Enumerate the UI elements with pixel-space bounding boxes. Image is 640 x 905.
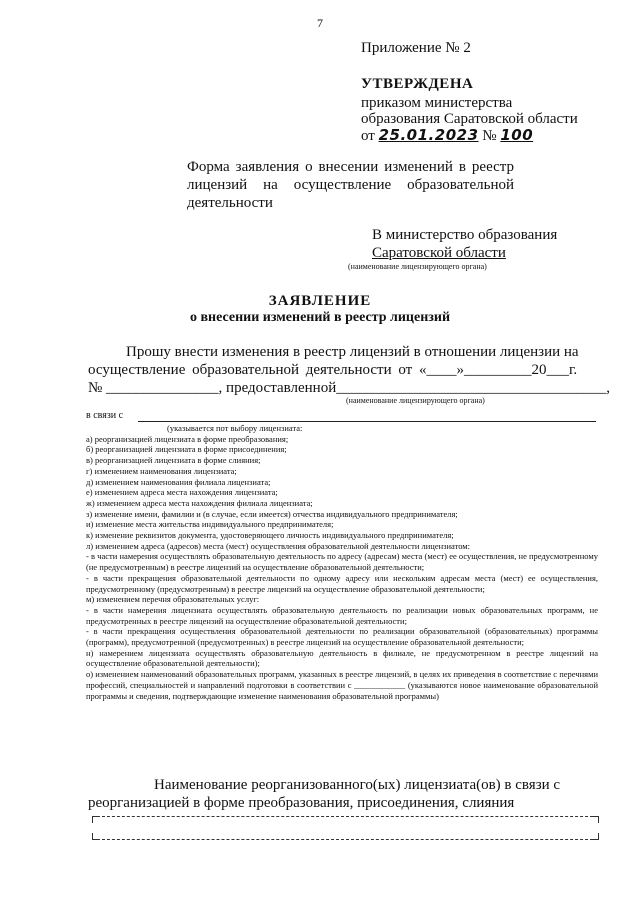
ministry-block bbox=[372, 226, 557, 262]
reason-underline bbox=[138, 421, 596, 422]
form-title: Форма заявления о внесении изменений в реестр лицензий на осуществление образовательной деятельности bbox=[187, 159, 514, 211]
reason-item: б) реорганизацией лицензиата в форме присоединения; bbox=[86, 444, 287, 455]
reason-item: а) реорганизацией лицензиата в форме преобразования; bbox=[86, 433, 289, 444]
order-line-2: образования Саратовской области bbox=[361, 111, 578, 127]
reason-caption: (указывается пот выбору лицензиата: bbox=[167, 423, 303, 433]
appendix-label: Приложение № 2 bbox=[361, 40, 471, 56]
reason-prefix: в связи с bbox=[86, 410, 124, 421]
entry-box-corner bbox=[92, 833, 99, 840]
reason-item: л) изменением адреса (адресов) места (мест) осуществления образовательной деятельности лицензиатом: bbox=[86, 540, 471, 551]
reason-item: з) изменение имени, фамилии и (в случае, если имеется) отчества индивидуального предпринимателя; bbox=[86, 508, 458, 519]
order-no: № bbox=[482, 128, 497, 144]
final-line-1: Наименование реорганизованного(ых) лицензиата(ов) в связи с bbox=[154, 777, 561, 793]
reason-item: ж) изменением адреса места нахождения филиала лицензиата; bbox=[86, 497, 313, 508]
ministry-caption: (наименование лицензирующего органа) bbox=[348, 262, 487, 271]
reason-item: е) изменением адреса места нахождения лицензиата; bbox=[86, 487, 278, 498]
licensing-caption: (наименование лицензирующего органа) bbox=[346, 396, 485, 405]
order-line-1: приказом министерства bbox=[361, 95, 513, 111]
reason-item: и) изменение места жительства индивидуального предпринимателя; bbox=[86, 519, 334, 530]
reason-subitem: - в части намерения лицензиата осуществлять образовательную деятельность по реализации новых образовательных программ, не предусмотренных в реестре лицензий на осуществление образовательной деятельности; bbox=[86, 604, 598, 626]
reason-subitem: - в части прекращения осуществления образовательной деятельности по реализации образовательной (образовательных) программы (программ), предусмотренной (предусмотренных) в реестре лицензий на осуществление образовательной деятельности; bbox=[86, 626, 598, 648]
document-heading: ЗАЯВЛЕНИЕ bbox=[268, 293, 372, 309]
document-subheading: о внесении изменений в реестр лицензий bbox=[189, 310, 451, 325]
reason-item: в) реорганизацией лицензиата в форме слияния; bbox=[86, 455, 261, 466]
ministry-line-1: В министерство образования bbox=[372, 227, 558, 243]
reason-item: м) изменением перечня образовательных услуг: bbox=[86, 594, 260, 605]
reason-item: н) намерением лицензиата осуществлять образовательную деятельность в филиале, не предусмотренном в реестре лицензий на осуществление образовательной деятельности); bbox=[86, 647, 598, 669]
entry-box-bottom-border bbox=[92, 839, 598, 840]
reason-list bbox=[86, 423, 598, 701]
entry-box-corner bbox=[592, 833, 599, 840]
handwritten-date: 25.01.2023 bbox=[378, 126, 479, 144]
reason-item: к) изменение реквизитов документа, удостоверяющего личность индивидуального предпринимателя; bbox=[86, 530, 454, 541]
entry-box-top-border bbox=[92, 816, 598, 817]
reason-item: д) изменением наименования филиала лицензиата; bbox=[86, 476, 271, 487]
request-line-1: Прошу внести изменения в реестр лицензий в отношении лицензии на bbox=[126, 344, 579, 360]
request-line-2: осуществление образовательной деятельности от «____»_________20___г. bbox=[88, 362, 578, 378]
ministry-line-2: Саратовской области bbox=[372, 245, 506, 261]
entry-box-corner bbox=[592, 816, 599, 823]
handwritten-number: 100 bbox=[500, 126, 534, 144]
final-line-2: реорганизацией в форме преобразования, присоединения, слияния bbox=[88, 795, 515, 811]
request-line-3: № _______________, предоставленной____________________________________, bbox=[88, 380, 610, 396]
order-from: от bbox=[361, 128, 375, 144]
reason-subitem: - в части прекращения образовательной деятельности по одному адресу или нескольким адресам места (мест) ее осуществления, предусмотренному (предусмотренным) в реестре лицензий на осуществление образовательной деятельности; bbox=[86, 572, 598, 594]
page-number: 7 bbox=[317, 16, 323, 30]
approved-label: УТВЕРЖДЕНА bbox=[361, 76, 474, 92]
entry-box-corner bbox=[92, 816, 99, 823]
order-date-line bbox=[361, 126, 533, 145]
reason-item: о) изменением наименований образовательных программ, указанных в реестре лицензий, в целях их приведения в соответствие с перечнями профессий, специальностей и направлений подготовки в соответствии с ____________ (указываются новое наименование образовательной программы и сведения, подтверждающие изменение наименования образовательной программы) bbox=[86, 669, 598, 701]
reason-item: г) изменением наименования лицензиата; bbox=[86, 465, 237, 476]
reason-subitem: - в части намерения осуществлять образовательную деятельность по адресу (адресам) места (мест) ее осуществления, не предусмотренному (не предусмотренным) в реестре лицензий на осуществление образовательной деятельности; bbox=[86, 551, 598, 573]
